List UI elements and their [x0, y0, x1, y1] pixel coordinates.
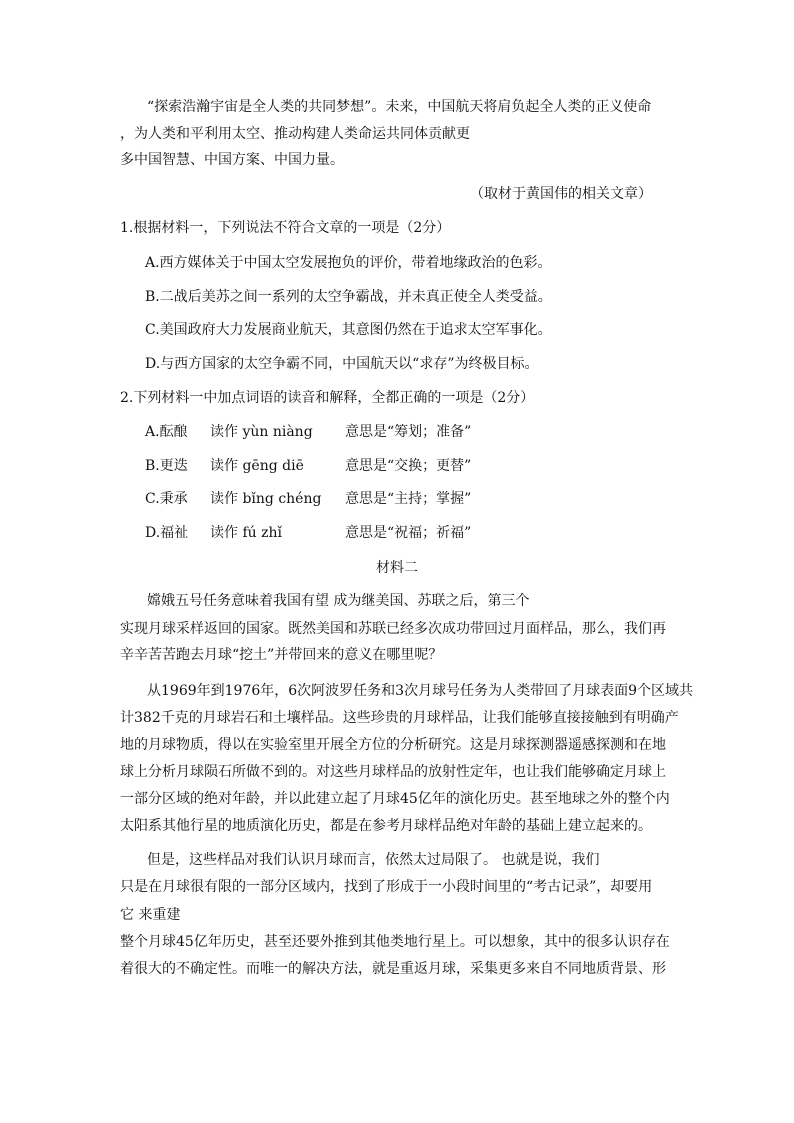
question-2-stem: 2.下列材料一中加点词语的读音和解释，全都正确的一项是（2分） — [120, 390, 535, 406]
material2-title: 材料二 — [376, 560, 418, 576]
material2-p2-line-1: 从1969年到1976年，6次阿波罗任务和3次月球号任务为人类带回了月球表面9个区域共 — [147, 683, 693, 699]
material2-p2-line-5: 一部分区域的绝对年龄，并以此建立起了月球45亿年的演化历史。甚至地球之外的整个内 — [120, 791, 670, 807]
option-c-meaning: 意思是“主持；掌握” — [345, 491, 472, 507]
option-d-meaning: 意思是“祝福；祈福” — [345, 525, 472, 541]
option-b-word: B.更迭 — [145, 458, 188, 474]
material2-p3-line-3: 它 来重建 — [120, 907, 181, 923]
option-c-reading: 读作 bǐng chéng — [210, 491, 322, 507]
material2-p3-line-2: 只是在月球很有限的一部分区域内，找到了形成于一小段时间里的“考古记录”，却要用 — [120, 879, 653, 895]
option-c-word: C.秉承 — [145, 491, 188, 507]
material2-p1-line-1: 嫦娥五号任务意味着我国有望 成为继美国、苏联之后，第三个 — [147, 593, 530, 609]
source-note: （取材于黄国伟的相关文章） — [470, 186, 652, 202]
option-b-meaning: 意思是“交换；更替” — [345, 458, 472, 474]
material2-p3-line-4: 整个月球45亿年历史，甚至还要外推到其他类地行星上。可以想象，其中的很多认识存在 — [120, 934, 670, 950]
material2-p1-line-3: 辛辛苦苦跑去月球“挖土”并带回来的意义在哪里呢？ — [120, 647, 443, 663]
question-1-option-a: A.西方媒体关于中国太空发展抱负的评价，带着地缘政治的色彩。 — [145, 255, 552, 271]
option-b-reading: 读作 gēng diē — [210, 458, 304, 474]
question-1-option-d: D.与西方国家的太空争霸不同，中国航天以“求存”为终极目标。 — [145, 356, 539, 372]
material2-p3-line-5: 着很大的不确定性。而唯一的解决方法，就是重返月球，采集更多来自不同地质背景、形 — [120, 961, 666, 977]
material2-p3-line-1: 但是，这些样品对我们认识月球而言，依然太过局限了。 也就是说，我们 — [147, 852, 600, 868]
question-1-stem: 1.根据材料一，下列说法不符合文章的一项是（2分） — [120, 220, 451, 236]
material1-line-3: 多中国智慧、中国方案、中国力量。 — [120, 152, 344, 168]
material2-p2-line-6: 太阳系其他行星的地质演化历史，都是在参考月球样品绝对年龄的基础上建立起来的。 — [120, 818, 652, 834]
question-1-option-c: C.美国政府大力发展商业航天，其意图仍然在于追求太空军事化。 — [145, 322, 552, 338]
material2-p2-line-4: 球上分析月球陨石所做不到的。对这些月球样品的放射性定年，也让我们能够确定月球上 — [120, 764, 666, 780]
option-a-meaning: 意思是“筹划；准备” — [345, 424, 472, 440]
material2-p1-line-2: 实现月球采样返回的国家。既然美国和苏联已经多次成功带回过月面样品，那么，我们再 — [120, 621, 666, 637]
question-1-option-b: B.二战后美苏之间一系列的太空争霸战，并未真正使全人类受益。 — [145, 289, 552, 305]
material1-line-1: “探索浩瀚宇宙是全人类的共同梦想”。未来，中国航天将肩负起全人类的正义使命 — [147, 99, 652, 115]
option-a-reading: 读作 yùn niàng — [210, 424, 313, 440]
option-d-reading: 读作 fú zhǐ — [210, 525, 282, 541]
option-a-word: A.酝酿 — [145, 424, 188, 440]
material2-p2-line-2: 计382千克的月球岩石和土壤样品。这些珍贵的月球样品，让我们能够直接接触到有明确产 — [120, 710, 679, 726]
material2-p2-line-3: 地的月球物质，得以在实验室里开展全方位的分析研究。这是月球探测器遥感探测和在地 — [120, 737, 666, 753]
option-d-word: D.福祉 — [145, 525, 189, 541]
material1-line-2: ，为人类和平利用太空、推动构建人类命运共同体贡献更 — [120, 126, 470, 142]
